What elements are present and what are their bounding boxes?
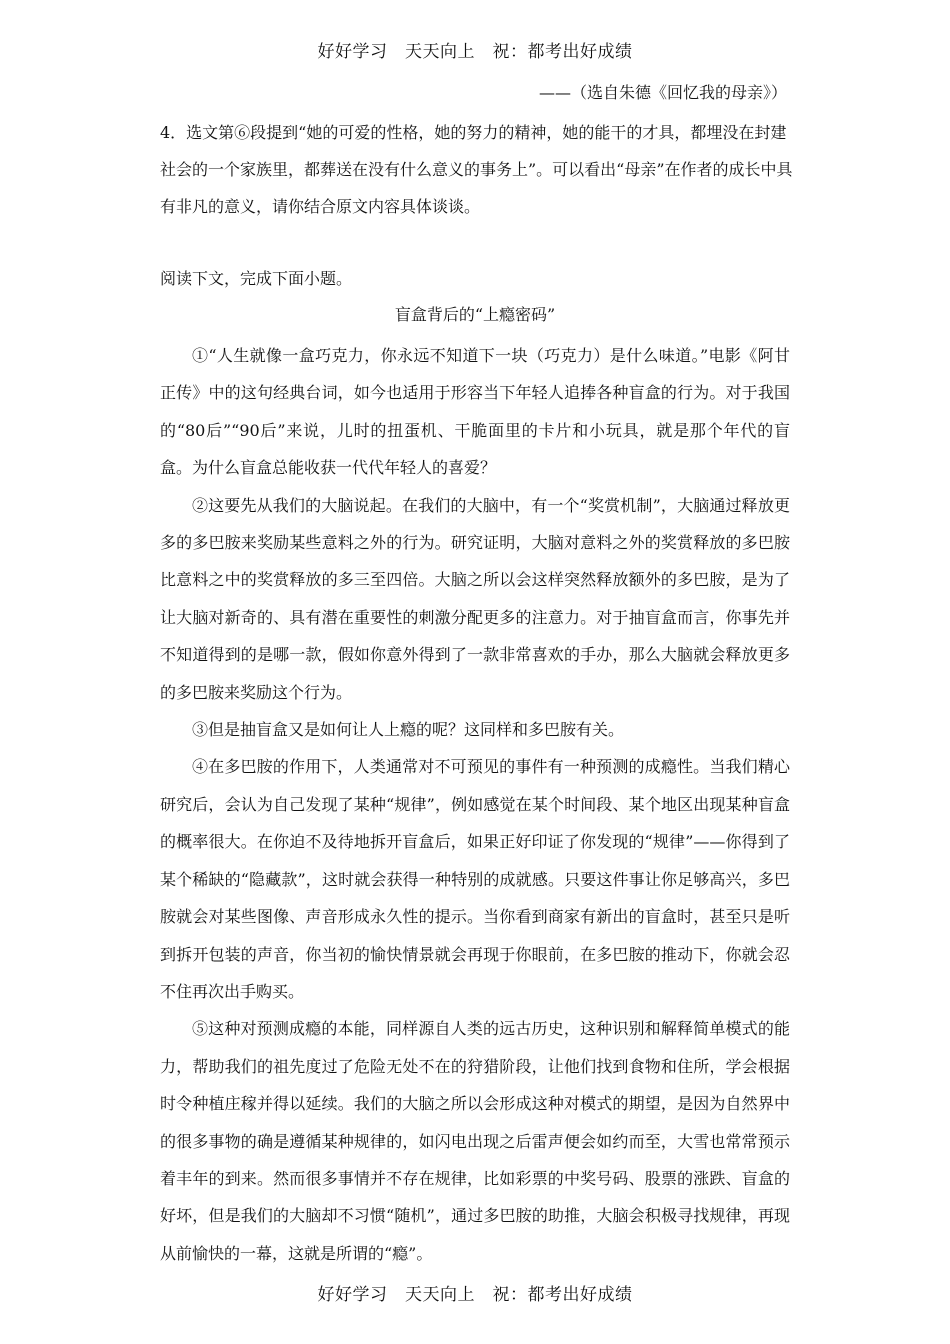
reading-instruction: 阅读下文，完成下面小题。	[160, 269, 353, 288]
article-body	[160, 337, 790, 1272]
question-4	[160, 114, 800, 225]
article-paragraph-3: ③但是抽盲盒又是如何让人上瘾的呢？这同样和多巴胺有关。	[192, 720, 625, 740]
article-paragraph-2: ②这要先从我们的大脑说起。在我们的大脑中，有一个“奖赏机制”，大脑通过释放更多的多巴胺来奖励某些意料之外的行为。研究证明，大脑对意料之外的奖赏释放的多巴胺比意料之中的奖赏释放的多三至四倍。大脑之所以会这样突然释放额外的多巴胺，是为了让大脑对新奇的、具有潜在重要性的刺激分配更多的注意力。对于抽盲盒而言，你事先并不知道得到的是哪一款，假如你意外得到了一款非常喜欢的手办，那么大脑就会释放更多的多巴胺来奖励这个行为。	[160, 495, 790, 702]
source-citation: ——（选自朱德《回忆我的母亲》）	[538, 83, 787, 102]
page-footer: 好好学习 天天向上 祝：都考出好成绩	[317, 1285, 633, 1305]
page-header: 好好学习 天天向上 祝：都考出好成绩	[317, 42, 633, 62]
article-paragraph-5: ⑤这种对预测成瘾的本能，同样源自人类的远古历史，这种识别和解释简单模式的能力，帮助我们的祖先度过了危险无处不在的狩猎阶段，让他们找到食物和住所，学会根据时令种植庄稼并得以延续。我们的大脑之所以会形成这种对模式的期望，是因为自然界中的很多事物的确是遵循某种规律的，如闪电出现之后雷声便会如约而至，大雪也常常预示着丰年的到来。然而很多事情并不存在规律，比如彩票的中奖号码、股票的涨跌、盲盒的好坏，但是我们的大脑却不习惯“随机”，通过多巴胺的助推，大脑会积极寻找规律，再现从前愉快的一幕，这就是所谓的“瘾”。	[160, 1019, 790, 1263]
article-paragraph-1: ①“人生就像一盒巧克力，你永远不知道下一块（巧克力）是什么味道。”电影《阿甘正传》中的这句经典台词，如今也适用于形容当下年轻人追捧各种盲盒的行为。对于我国的“80后”“90后”来说，儿时的扭蛋机、干脆面里的卡片和小玩具，就是那个年代的盲盒。为什么盲盒总能收获一代代年轻人的喜爱？	[160, 346, 790, 478]
article-paragraph-4: ④在多巴胺的作用下，人类通常对不可预见的事件有一种预测的成瘾性。当我们精心研究后，会认为自己发现了某种“规律”，例如感觉在某个时间段、某个地区出现某种盲盒的概率很大。在你迫不及待地拆开盲盒后，如果正好印证了你发现的“规律”——你得到了某个稀缺的“隐藏款”，这时就会获得一种特别的成就感。只要这件事让你足够高兴，多巴胺就会对某些图像、声音形成永久性的提示。当你看到商家有新出的盲盒时，甚至只是听到拆开包装的声音，你当初的愉快情景就会再现于你眼前，在多巴胺的推动下，你就会忍不住再次出手购买。	[160, 757, 790, 1001]
article-title: 盲盒背后的“上瘾密码”	[394, 305, 556, 324]
question-4-text: 4．选文第⑥段提到“她的可爱的性格，她的努力的精神，她的能干的才具，都埋没在封建社会的一个家族里，都葬送在没有什么意义的事务上”。可以看出“母亲”在作者的成长中具有非凡的意义，请你结合原文内容具体谈谈。	[160, 123, 793, 216]
